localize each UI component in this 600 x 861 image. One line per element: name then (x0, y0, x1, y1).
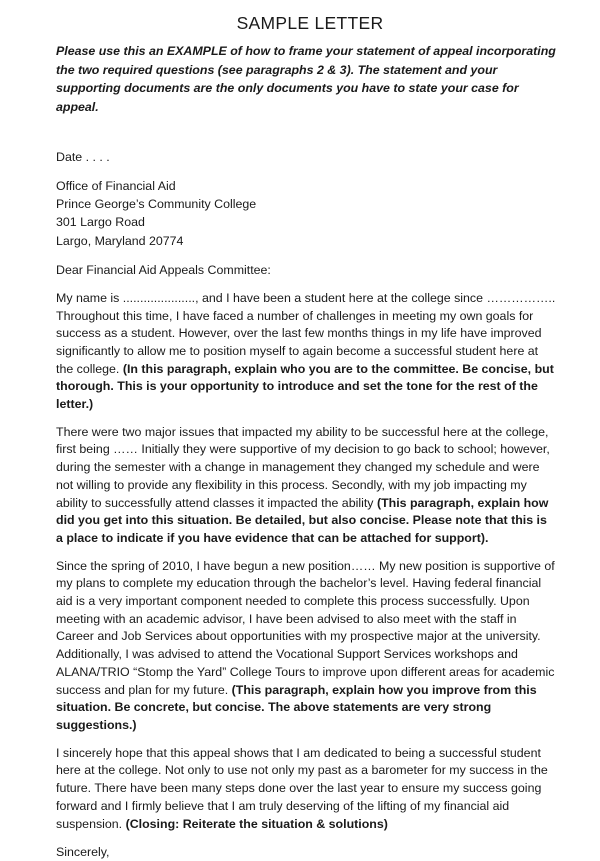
paragraph-text: I sincerely hope that this appeal shows that I am dedicated to being a successful student here at the college. Not only to use not only my past as a barometer for my success in the future. There have been many steps done over the last year to ensure my success going forward and I firmly believe that I am truly deserving of the lifting of my financial aid suspension. (56, 745, 548, 831)
sign-off: Sincerely, (56, 845, 110, 860)
paragraph-improvement (56, 558, 556, 735)
paragraph-text: My name is ....................., and I have been a student here at the college since …………….. Throughout this time, I have faced a number of challenges in meeting my own goals for success as a student. However, over the last few months things in my life have improved significantly to allow me to position myself to again become a successful student here at the college. (56, 290, 556, 376)
address-line: Office of Financial Aid (56, 179, 176, 193)
paragraph-situation (56, 424, 556, 548)
paragraph-text: Since the spring of 2010, I have begun a new position…… My new position is supportive of my plans to complete my education through the bachelor’s level. Having federal financial aid is a very important component needed to complete this process successfully. Upon meeting with an academic advisor, I have been advised to also meet with the staff in Career and Job Services about opportunities with my prospective major at the university. Additionally, I was advised to attend the Vocational Support Services workshops and ALANA/TRIO “Stomp the Yard” College Tours to improve upon different areas for academic success and plan for my future. (56, 558, 555, 697)
address-line: 301 Largo Road (56, 215, 145, 230)
paragraph-guidance: (This paragraph, explain how did you get into this situation. Be detailed, but also concise. Please note that this is a place to indicate if you have evidence that can be attached for support). (56, 495, 549, 545)
paragraph-text: There were two major issues that impacted my ability to be successful here at the college, first being …… Initially they were supportive of my decision to go back to school; however, during the semester with a change in management they changed my schedule and were not willing to provide any flexibility in this process. Secondly, with my job impacting my ability to successfully attend classes it impacted the ability (56, 424, 550, 510)
page-title: SAMPLE LETTER (236, 13, 384, 33)
paragraph-guidance: (This paragraph, explain how you improve from this situation. Be concrete, but concise. The above statements are very strong suggestions.) (56, 682, 537, 732)
paragraph-guidance: (Closing: Reiterate the situation & solutions) (125, 816, 388, 831)
date-line: Date . . . . (56, 150, 110, 164)
salutation: Dear Financial Aid Appeals Committee: (56, 262, 271, 277)
paragraph-closing (56, 745, 556, 834)
paragraph-guidance: (In this paragraph, explain who you are to the committee. Be concise, but thorough. This is your opportunity to introduce and set the tone for the rest of the letter.) (56, 361, 554, 412)
intro-instructions: Please use this an EXAMPLE of how to frame your statement of appeal incorporating the two required questions (see paragraphs 2 & 3). The statement and your supporting documents are the only documents you have to state your case for appeal. (56, 44, 556, 114)
recipient-address (56, 177, 556, 250)
paragraph-introduction (56, 290, 556, 414)
address-line: Largo, Maryland 20774 (56, 233, 184, 248)
address-line: Prince George’s Community College (56, 197, 257, 212)
